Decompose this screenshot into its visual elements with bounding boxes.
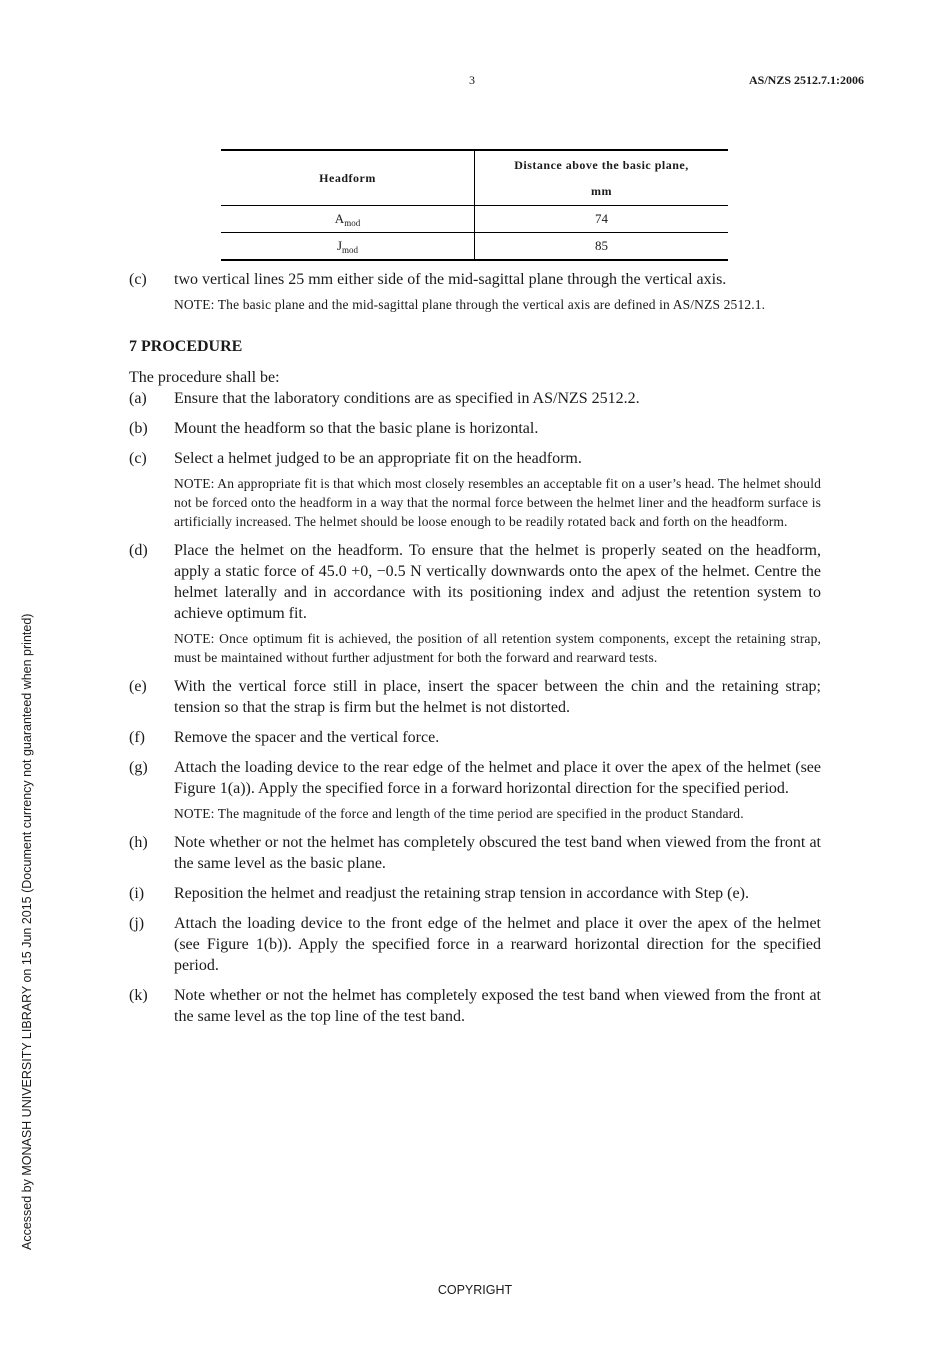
column-header-distance-unit: mm bbox=[591, 184, 612, 198]
item-note: NOTE: The magnitude of the force and length of the time period are specified in the product Standard. bbox=[174, 806, 744, 821]
column-header-distance bbox=[475, 150, 729, 206]
headform-distance-table bbox=[221, 149, 728, 261]
item-text: Mount the headform so that the basic plane is horizontal. bbox=[174, 420, 539, 437]
table-row bbox=[221, 206, 728, 233]
item-label: (d) bbox=[129, 542, 148, 559]
item-text: Attach the loading device to the front edge of the helmet and place it over the apex of the helmet (see Figure 1(b)). Apply the specified force in a rearward horizontal direction for the specified period. bbox=[174, 915, 821, 974]
headform-subscript: mod bbox=[344, 218, 361, 228]
procedure-step bbox=[129, 388, 821, 409]
item-text: Note whether or not the helmet has completely exposed the test band when viewed from the front at the same level as the top line of the test band. bbox=[174, 987, 821, 1025]
item-note: NOTE: An appropriate fit is that which most closely resembles an acceptable fit on a user’s head. The helmet should not be forced onto the headform in a way that the normal force between the helmet liner and the headform surface is artificially increased. The helmet should be loose enough to be readily rotated back and forth on the headform. bbox=[174, 476, 821, 529]
item-text: Attach the loading device to the rear edge of the helmet and place it over the apex of the helmet (see Figure 1(a)). Apply the specified force in a forward horizontal direction for the specified period. bbox=[174, 759, 821, 797]
item-text: Remove the spacer and the vertical force. bbox=[174, 729, 440, 746]
headform-name: A bbox=[334, 211, 345, 226]
item-text: With the vertical force still in place, insert the spacer between the chin and the retaining strap; tension so that the strap is firm but the helmet is not distorted. bbox=[174, 678, 821, 716]
procedure-steps bbox=[129, 388, 821, 1027]
item-text: Select a helmet judged to be an appropriate fit on the headform. bbox=[174, 450, 582, 467]
item-text: Note whether or not the helmet has completely obscured the test band when viewed from the front at the same level as the basic plane. bbox=[174, 834, 821, 872]
headform-cell bbox=[221, 233, 475, 261]
distance-cell: 74 bbox=[475, 206, 729, 233]
item-label: (k) bbox=[129, 987, 148, 1004]
item-label: (c) bbox=[129, 450, 147, 467]
table-header-row bbox=[221, 150, 728, 206]
headform-name: J bbox=[336, 238, 343, 253]
distance-cell: 85 bbox=[475, 233, 729, 261]
item-label: (j) bbox=[129, 915, 145, 932]
headform-cell bbox=[221, 206, 475, 233]
column-header-headform: Headform bbox=[221, 150, 475, 206]
procedure-step bbox=[129, 727, 821, 748]
procedure-step bbox=[129, 540, 821, 624]
page-number: 3 bbox=[469, 73, 475, 87]
item-text: Reposition the helmet and readjust the retaining strap tension in accordance with Step (e). bbox=[174, 885, 749, 902]
procedure-step bbox=[129, 883, 821, 904]
item-label: (e) bbox=[129, 678, 147, 695]
main-content bbox=[129, 269, 821, 1027]
procedure-step bbox=[129, 676, 821, 718]
access-notice: Accessed by MONASH UNIVERSITY LIBRARY on 15 Jun 2015 (Document currency not guaranteed when printed) bbox=[20, 613, 34, 1250]
headform-subscript: mod bbox=[342, 245, 359, 255]
item-note: NOTE: The basic plane and the mid-sagittal plane through the vertical axis are defined in AS/NZS 2512.1. bbox=[174, 297, 766, 312]
item-label: (c) bbox=[129, 271, 147, 288]
section-intro: The procedure shall be: bbox=[129, 369, 280, 386]
item-text: Place the helmet on the headform. To ensure that the helmet is properly seated on the headform, apply a static force of 45.0 +0, −0.5 N vertically downwards onto the apex of the helmet. Centre the helmet laterally and in accordance with its positioning index and adjust the retention system to achieve optimum fit. bbox=[174, 542, 821, 622]
item-note: NOTE: Once optimum fit is achieved, the position of all retention system components, except the retaining strap, must be maintained without further adjustment for both the forward and rearward tests. bbox=[174, 631, 821, 665]
section-heading: 7 PROCEDURE bbox=[129, 338, 243, 355]
procedure-step bbox=[129, 985, 821, 1027]
procedure-step bbox=[129, 448, 821, 469]
procedure-step bbox=[129, 418, 821, 439]
item-text: two vertical lines 25 mm either side of the mid-sagittal plane through the vertical axis. bbox=[174, 271, 727, 288]
procedure-step bbox=[129, 913, 821, 976]
column-header-distance-line1: Distance above the basic plane, bbox=[514, 158, 689, 172]
procedure-step bbox=[129, 832, 821, 874]
table-row bbox=[221, 233, 728, 261]
pre-procedure-items bbox=[129, 269, 821, 314]
list-item bbox=[129, 269, 821, 290]
document-id: AS/NZS 2512.7.1:2006 bbox=[748, 73, 864, 87]
item-label: (i) bbox=[129, 885, 145, 902]
item-label: (g) bbox=[129, 759, 148, 776]
procedure-step bbox=[129, 757, 821, 799]
item-label: (f) bbox=[129, 729, 145, 746]
item-text: Ensure that the laboratory conditions are as specified in AS/NZS 2512.2. bbox=[174, 390, 640, 407]
item-label: (a) bbox=[129, 390, 147, 407]
copyright-footer: COPYRIGHT bbox=[437, 1283, 513, 1297]
item-label: (h) bbox=[129, 834, 148, 851]
item-label: (b) bbox=[129, 420, 148, 437]
